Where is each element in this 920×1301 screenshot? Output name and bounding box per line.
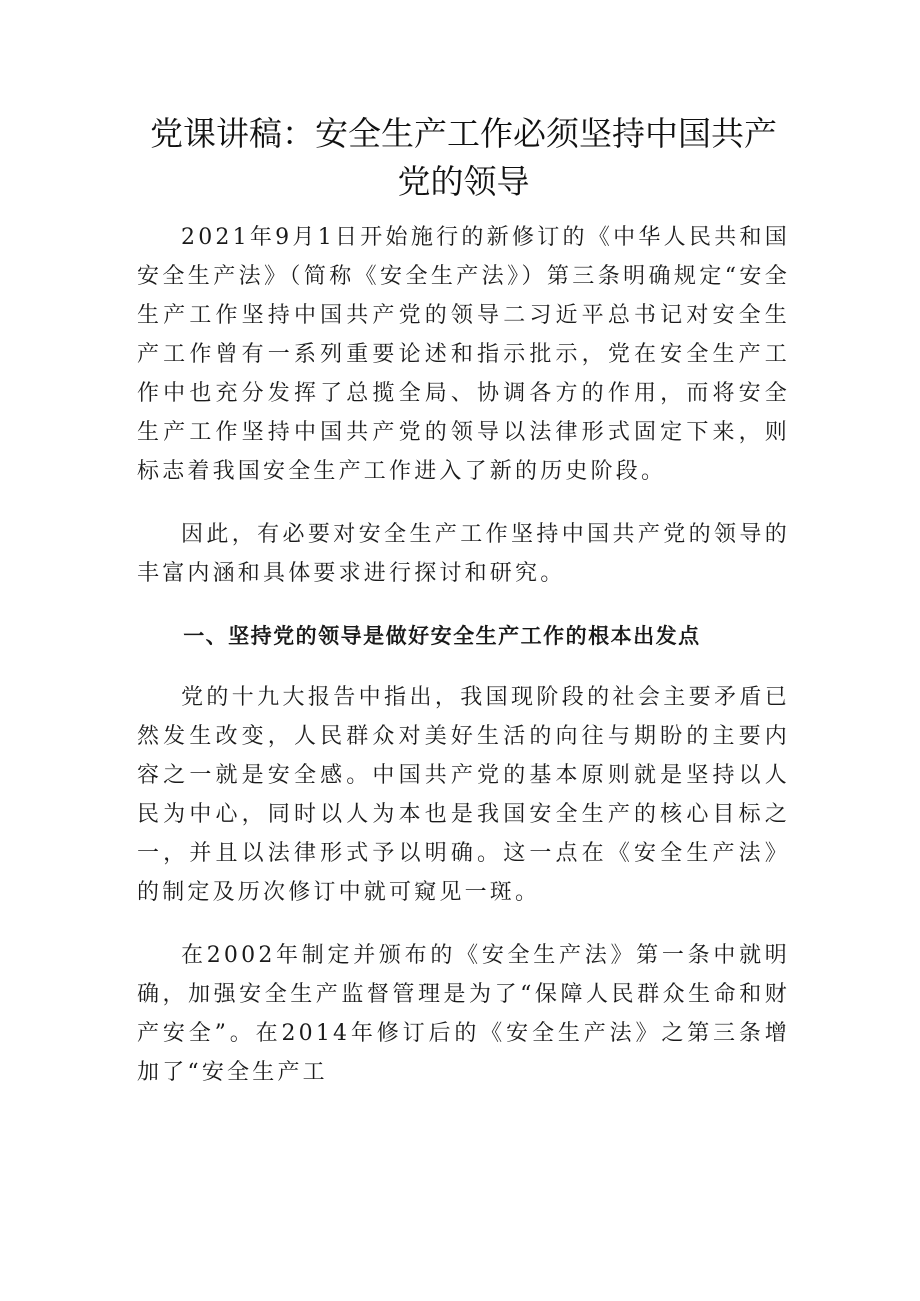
paragraph-purpose: 因此，有必要对安全生产工作坚持中国共产党的领导的丰富内涵和具体要求进行探讨和研究。 [137,522,790,586]
title-line-1: 党课讲稿：安全生产工作必须坚持中国共产 [150,114,777,153]
section-heading: 一、坚持党的领导是做好安全生产工作的根本出发点 [183,624,701,648]
document-title [137,110,790,206]
title-line-2: 党的领导 [397,162,530,201]
paragraph-intro: 2021年9月1日开始施行的新修订的《中华人民共和国安全生产法》（简称《安全生产法》）第三条明确规定“安全生产工作坚持中国共产党的领导二习近平总书记对安全生产工作曾有一系列重要论述和指示批示，党在安全生产工作中也充分发挥了总揽全局、协调各方的作用，而将安全生产工作坚持中国共产党的领导以法律形式固定下来，则标志着我国安全生产工作进入了新的历史阶段。 [137,225,790,484]
document-body [137,218,790,1092]
paragraph-section-1: 党的十九大报告中指出，我国现阶段的社会主要矛盾已然发生改变，人民群众对美好生活的向往与期盼的主要内容之一就是安全感。中国共产党的基本原则就是坚持以人民为中心，同时以人为本也是我国安全生产的核心目标之一，并且以法律形式予以明确。这一点在《安全生产法》的制定及历次修订中就可窥见一斑。 [137,685,790,905]
paragraph-section-2: 在2002年制定并颁布的《安全生产法》第一条中就明确，加强安全生产监督管理是为了“保障人民群众生命和财产安全”。在2014年修订后的《安全生产法》之第三条增加了“安全生产工 [137,943,790,1085]
